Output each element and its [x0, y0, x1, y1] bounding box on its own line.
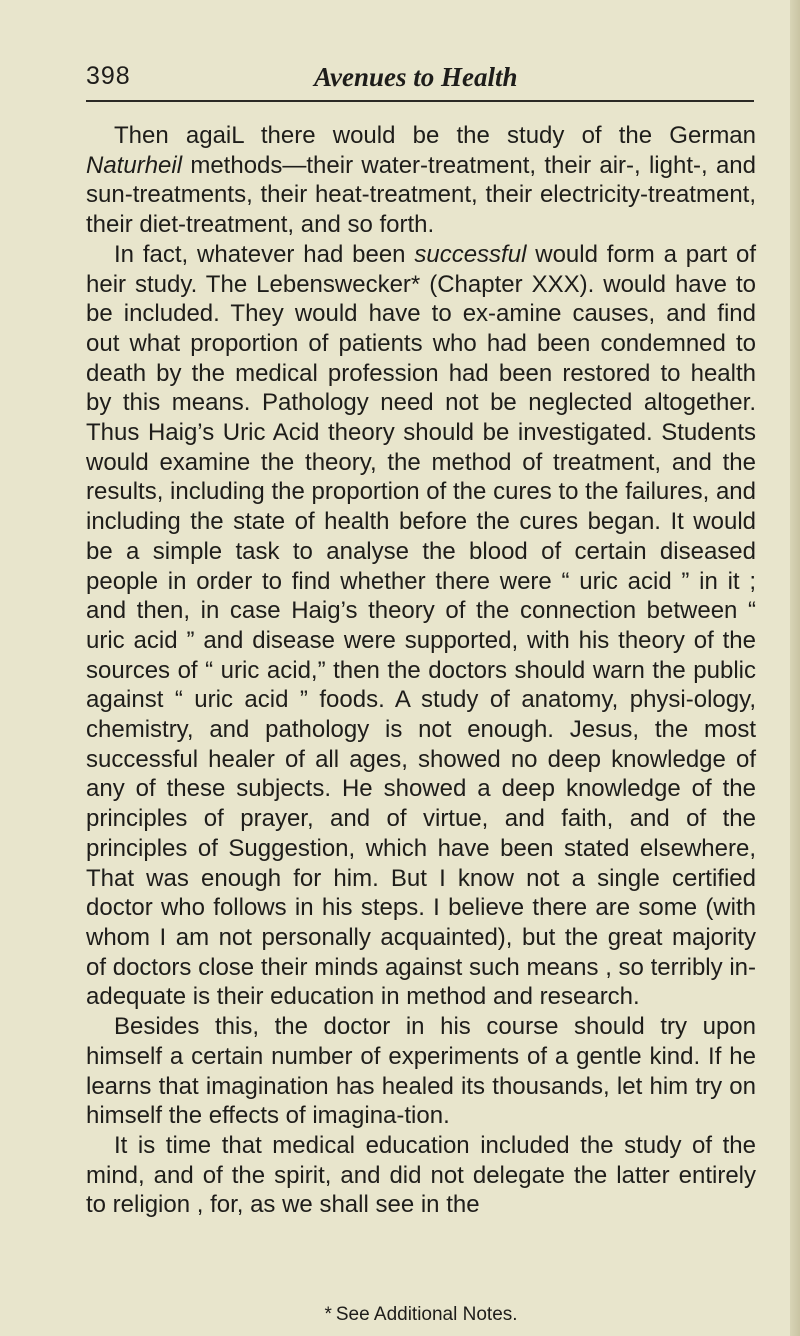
body-text — [86, 121, 756, 1220]
paragraph — [86, 240, 756, 1012]
paragraph-text: Then agaiL there would be the study of the German — [114, 122, 756, 149]
footnote-text: See Additional Notes. — [335, 1304, 518, 1325]
paragraph — [86, 1131, 756, 1220]
header-rule — [86, 100, 754, 102]
page-header — [86, 62, 760, 98]
paragraph-text: Besides this, the doctor in his course should try upon himself a certain number of experiments of a gentle kind. If he learns that imagination has healed its thousands, let him try on himself the effects of imagina-tion. — [86, 1013, 756, 1130]
paragraph-text: It is time that medical education included the study of the mind, and of the spirit, and did not delegate the latter entirely to religion , for, as we shall see in the — [86, 1131, 756, 1219]
paragraph — [86, 1012, 756, 1131]
page-edge-shadow — [790, 0, 800, 1336]
italic-text: successful — [414, 240, 527, 268]
running-title: Avenues to Health — [314, 62, 518, 92]
page-number: 398 — [86, 62, 131, 90]
paragraph — [86, 121, 756, 240]
italic-text: Naturheil — [86, 151, 183, 179]
paragraph-text: would form a part of heir study. The Lebenswecker* (Chapter XXX). would have to be included. They would have to ex-amine causes, and find out what proportion of patients who had been condemned to death by the medical profession had been restored to health by this means. Pathology need not be neglected altogether. Thus Haig’s Uric Acid theory should be investigated. Students would examine the theory, the method of treatment, and the results, including the proportion of the cures to the failures, and including the state of health before the cures began. It would be a simple task to analyse the blood of certain diseased people in order to find whether there were “ uric acid ” in it ; and then, in case Haig’s theory of the connection between “ uric acid ” and disease were supported, with his theory of the sources of “ uric acid,” then the doctors should warn the public against “ uric acid ” foods. A study of anatomy, physi-ology, chemistry, and pathology is not enough. Jesus, the most successful healer of all ages, showed no deep knowledge of any of these subjects. He showed a deep knowledge of the principles of prayer, and of virtue, and faith, and of the principles of Suggestion, which have been stated elsewhere, That was enough for him. But I know not a single certified doctor who follows in his steps. I believe there are some (with whom I am not personally acquainted), but the great majority of doctors close their minds against such means , so terribly in-adequate is their education in method and research. — [86, 240, 757, 1011]
paragraph-text: methods—their water-treatment, their air-, light-, and sun-treatments, their heat-treatment, their electricity-treatment, their diet-treatment, and so forth. — [86, 151, 756, 239]
footnote-marker: * — [324, 1304, 332, 1325]
paragraph-text: In fact, whatever had been — [114, 240, 415, 268]
footnote — [86, 1304, 756, 1326]
